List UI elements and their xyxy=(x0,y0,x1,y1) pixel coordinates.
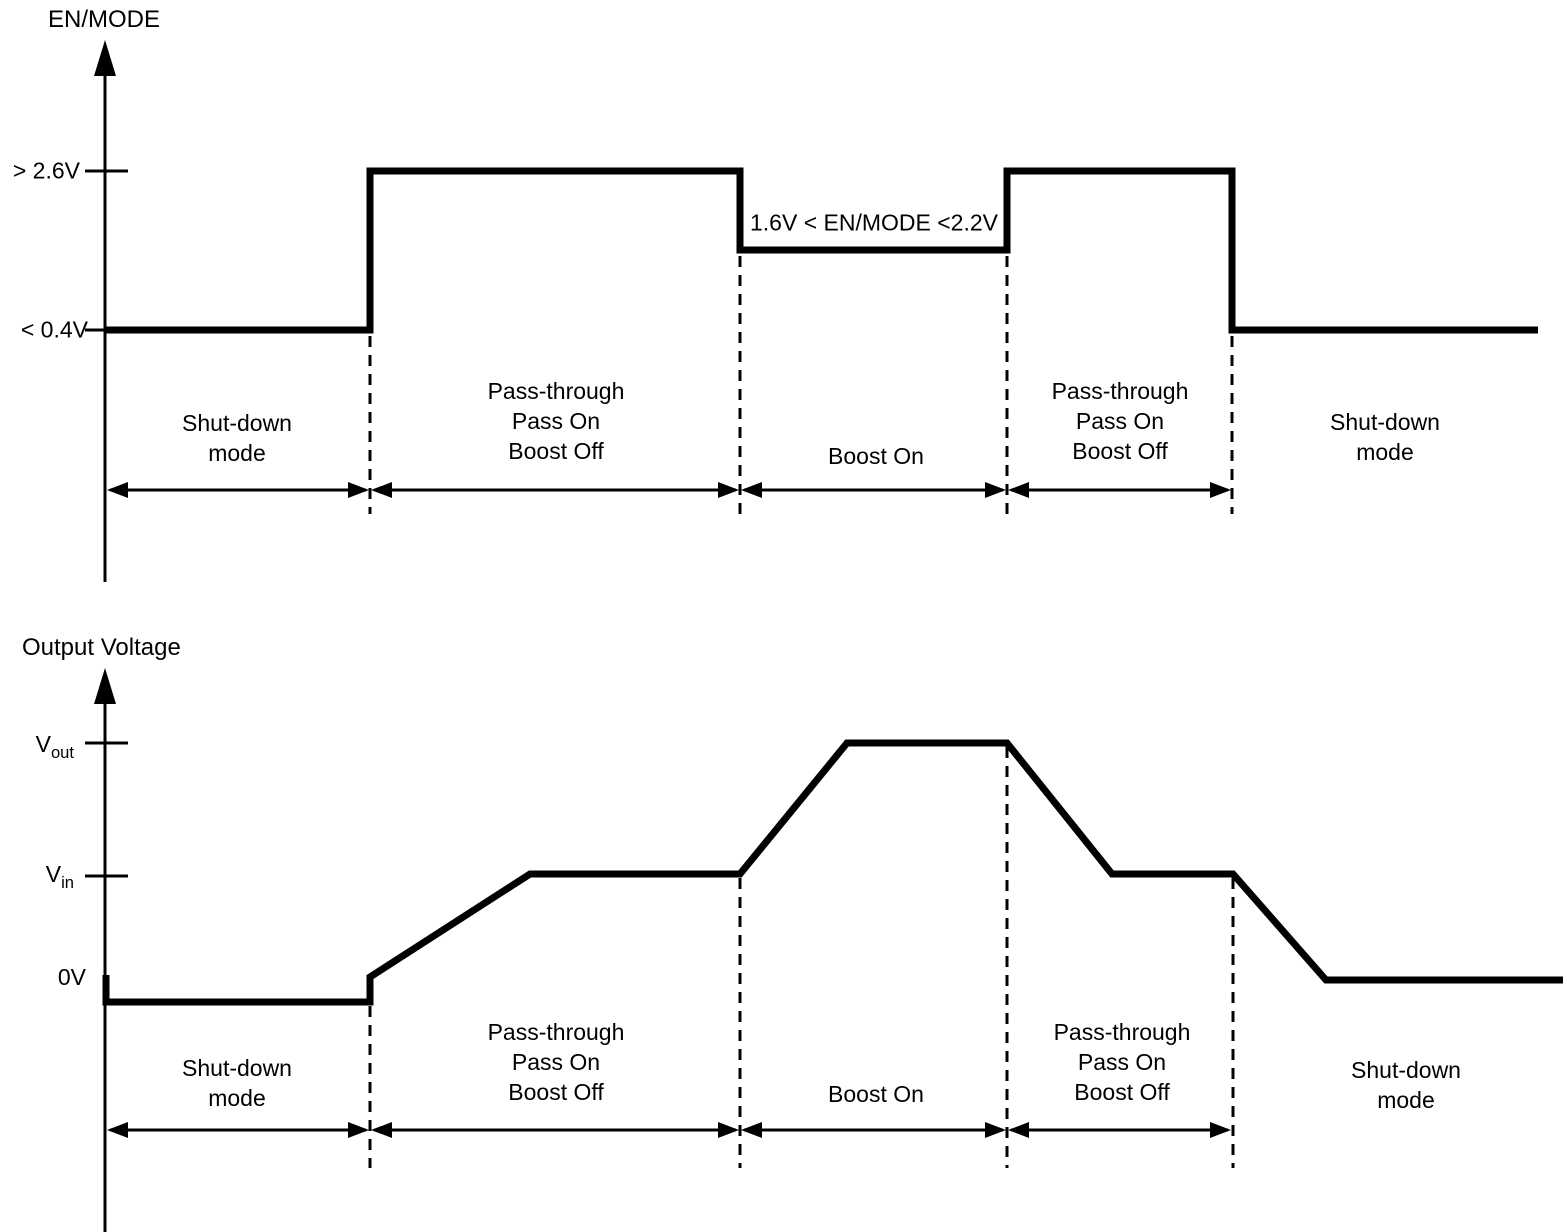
region-label-line: Shut-down xyxy=(182,410,292,436)
en-mode-span-arrowhead-left xyxy=(1008,482,1029,498)
en-mode-span-arrowhead-left xyxy=(741,482,762,498)
en-mode-axis-title: EN/MODE xyxy=(48,6,161,33)
vout-tick-label xyxy=(36,731,74,763)
region-label-line: Shut-down xyxy=(182,1055,292,1081)
region-label-line: Pass-through xyxy=(1053,1019,1191,1045)
ylabel-sub: in xyxy=(61,872,74,892)
region-label-line: mode xyxy=(208,1085,266,1111)
en-mode-low-level-label: < 0.4V xyxy=(20,316,88,343)
ylabel-sub: out xyxy=(50,742,74,762)
en-mode-span-arrowhead-right xyxy=(348,482,369,498)
region-label-line: Boost Off xyxy=(508,1079,604,1105)
boost-region-voltage-annotation: 1.6V < EN/MODE <2.2V xyxy=(749,209,999,236)
region-label-line: Shut-down xyxy=(1330,409,1440,435)
en-mode-span-arrowhead-left xyxy=(107,482,128,498)
region-label-line: mode xyxy=(1356,439,1414,465)
region-label-line: Boost Off xyxy=(1072,438,1168,464)
region-label-line: mode xyxy=(208,440,266,466)
region-label-line: Pass On xyxy=(1075,408,1165,434)
en-mode-high-level-label: > 2.6V xyxy=(12,157,80,184)
region-label-line: Boost On xyxy=(828,443,924,469)
en-mode-span-arrowhead-right xyxy=(1210,482,1231,498)
region-label-line: Boost On xyxy=(828,1081,924,1107)
output-voltage-span-arrowhead-left xyxy=(1008,1122,1029,1138)
zero-volt-tick-label xyxy=(58,964,86,996)
region-label-line: Shut-down xyxy=(1351,1057,1461,1083)
output-voltage-span-arrowhead-right xyxy=(718,1122,739,1138)
en-mode-span-arrowhead-right xyxy=(718,482,739,498)
output-voltage-waveform xyxy=(106,743,1563,1002)
vin-tick-label xyxy=(46,861,74,893)
output-voltage-span-arrowhead-right xyxy=(348,1122,369,1138)
en-mode-span-arrowhead-right xyxy=(985,482,1006,498)
en-mode-waveform xyxy=(106,171,1538,330)
en-mode-span-arrowhead-left xyxy=(371,482,392,498)
output-voltage-span-arrowhead-right xyxy=(1210,1122,1231,1138)
output-voltage-axis-title: Output Voltage xyxy=(22,634,181,661)
output-voltage-span-arrowhead-left xyxy=(741,1122,762,1138)
ylabel-main: 0V xyxy=(57,964,86,991)
output-voltage-span-arrowhead-left xyxy=(107,1122,128,1138)
output-voltage-span-arrowhead-left xyxy=(371,1122,392,1138)
region-label-line: Pass On xyxy=(1077,1049,1167,1075)
output-voltage-y-axis-arrowhead xyxy=(94,668,116,704)
region-label-line: Pass-through xyxy=(487,1019,625,1045)
region-label-line: Pass On xyxy=(511,1049,601,1075)
ylabel-main: V xyxy=(35,731,51,758)
en-mode-y-axis-arrowhead xyxy=(94,40,116,76)
region-label-line: Pass-through xyxy=(1051,378,1189,404)
region-label-line: Boost Off xyxy=(508,438,604,464)
region-label-line: Pass On xyxy=(511,408,601,434)
output-voltage-span-arrowhead-right xyxy=(985,1122,1006,1138)
region-label-line: mode xyxy=(1377,1087,1435,1113)
region-label-line: Pass-through xyxy=(487,378,625,404)
ylabel-main: V xyxy=(45,861,62,888)
region-label-line: Boost Off xyxy=(1074,1079,1170,1105)
